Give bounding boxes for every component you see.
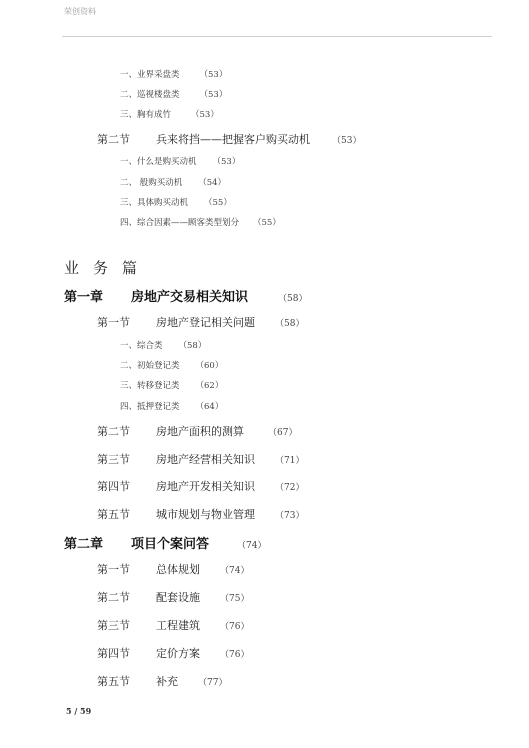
toc-section-label: 第一节 <box>97 563 130 576</box>
toc-page-number: （76） <box>220 650 250 660</box>
toc-page-number: （67） <box>268 428 298 438</box>
toc-section-title: 工程建筑 <box>156 619 200 632</box>
toc-chapter <box>64 533 266 552</box>
toc-section-title: 定价方案 <box>156 647 200 660</box>
toc-section-title: 补充 <box>156 675 178 688</box>
toc-section-label: 第四节 <box>97 647 130 660</box>
toc-subitem-text: 三、转移登记类 <box>120 381 180 391</box>
toc-page-number: （72） <box>275 483 305 493</box>
toc-subitem <box>120 216 281 228</box>
page-number-footer: 5 / 59 <box>66 706 92 716</box>
toc-section-label: 第二节 <box>97 425 130 438</box>
toc-section-label: 第三节 <box>97 619 130 632</box>
toc-subitem-text: 二、巡视楼盘类 <box>120 90 180 100</box>
toc-section <box>97 673 227 689</box>
toc-section <box>97 451 304 467</box>
toc-page-number: （75） <box>220 594 250 604</box>
toc-page-number: （53） <box>332 136 362 146</box>
toc-subitem-text: 三、具体购买动机 <box>120 198 189 208</box>
toc-section <box>97 314 304 330</box>
toc-page-number: （55） <box>253 218 281 228</box>
toc-page-number: （74） <box>237 541 267 551</box>
toc-page-number: （58） <box>275 319 305 329</box>
toc-page-number: （54） <box>198 178 227 188</box>
toc-subitem <box>120 88 227 100</box>
toc-chapter-label: 第一章 <box>64 290 104 305</box>
toc-page-number: （62） <box>195 381 224 391</box>
toc-section-title: 城市规划与物业管理 <box>156 508 255 521</box>
toc-subitem-text: 二、初始登记类 <box>120 361 180 371</box>
toc-subitem <box>120 108 219 120</box>
toc-chapter <box>64 286 307 305</box>
toc-subitem-text: 四、抵押登记类 <box>120 402 180 412</box>
toc-subitem <box>120 155 240 167</box>
toc-section-title: 总体规划 <box>156 563 200 576</box>
toc-subitem-text: 一、业界采盘类 <box>120 70 180 80</box>
toc-section <box>97 617 249 633</box>
toc-page-number: （71） <box>275 456 305 466</box>
toc-subitem <box>120 400 223 412</box>
toc-section-label: 第二节 <box>97 591 130 604</box>
toc-section-label: 第三节 <box>97 453 130 466</box>
toc-page-number: （55） <box>204 198 232 208</box>
toc-section <box>97 561 249 577</box>
toc-section-label: 第五节 <box>97 675 130 688</box>
toc-chapter-title: 房地产交易相关知识 <box>131 290 249 305</box>
toc-section-title: 房地产经营相关知识 <box>156 453 255 466</box>
toc-section <box>97 506 304 522</box>
toc-subitem-text: 一、什么是购买动机 <box>120 157 197 167</box>
toc-subitem-text: 四、综合因素——顾客类型划分 <box>120 218 240 228</box>
toc-section <box>97 423 297 439</box>
toc-page-number: （74） <box>220 566 250 576</box>
header-rule <box>62 36 492 37</box>
part-title: 业务篇 <box>64 259 152 277</box>
toc-section-label: 第五节 <box>97 508 130 521</box>
toc-section-label: 第一节 <box>97 316 130 329</box>
toc-page-number: （58） <box>278 294 308 304</box>
toc-subitem <box>120 68 227 80</box>
toc-page-number: （53） <box>191 110 219 120</box>
toc-page-number: （53） <box>199 90 228 100</box>
toc-section-label: 第四节 <box>97 480 130 493</box>
toc-section <box>97 645 249 661</box>
toc-page-number: （53） <box>199 70 228 80</box>
toc-page-number: （77） <box>198 678 228 688</box>
toc-page-number: （76） <box>220 622 250 632</box>
toc-subitem <box>120 379 223 391</box>
toc-section-title: 房地产开发相关知识 <box>156 480 255 493</box>
toc-page-number: （60） <box>195 361 224 371</box>
toc-chapter-title: 项目个案问答 <box>131 537 210 552</box>
toc-subitem-text: 二、 般购买动机 <box>120 178 183 188</box>
toc-section-title: 房地产面积的测算 <box>156 425 244 438</box>
toc-section <box>97 589 249 605</box>
header-label: 荣创资料 <box>64 7 96 16</box>
toc-subitem <box>120 359 223 371</box>
toc-chapter-label: 第二章 <box>64 537 104 552</box>
toc-subitem <box>120 196 232 208</box>
toc-section-label: 第二节 <box>97 133 130 146</box>
toc-section-title: 兵来将挡——把握客户购买动机 <box>156 133 310 146</box>
toc-section-title: 房地产登记相关问题 <box>156 316 255 329</box>
toc-page-number: （73） <box>275 511 305 521</box>
toc-subitem-text: 三、胸有成竹 <box>120 110 172 120</box>
toc-page-number: （58） <box>178 341 207 351</box>
toc-subitem-text: 一、综合类 <box>120 341 163 351</box>
toc-section <box>97 478 304 494</box>
toc-section-title: 配套设施 <box>156 591 200 604</box>
toc-subitem <box>120 176 226 188</box>
toc-section <box>97 131 361 147</box>
toc-page-number: （64） <box>195 402 224 412</box>
toc-subitem <box>120 339 206 351</box>
toc-page-number: （53） <box>212 157 241 167</box>
